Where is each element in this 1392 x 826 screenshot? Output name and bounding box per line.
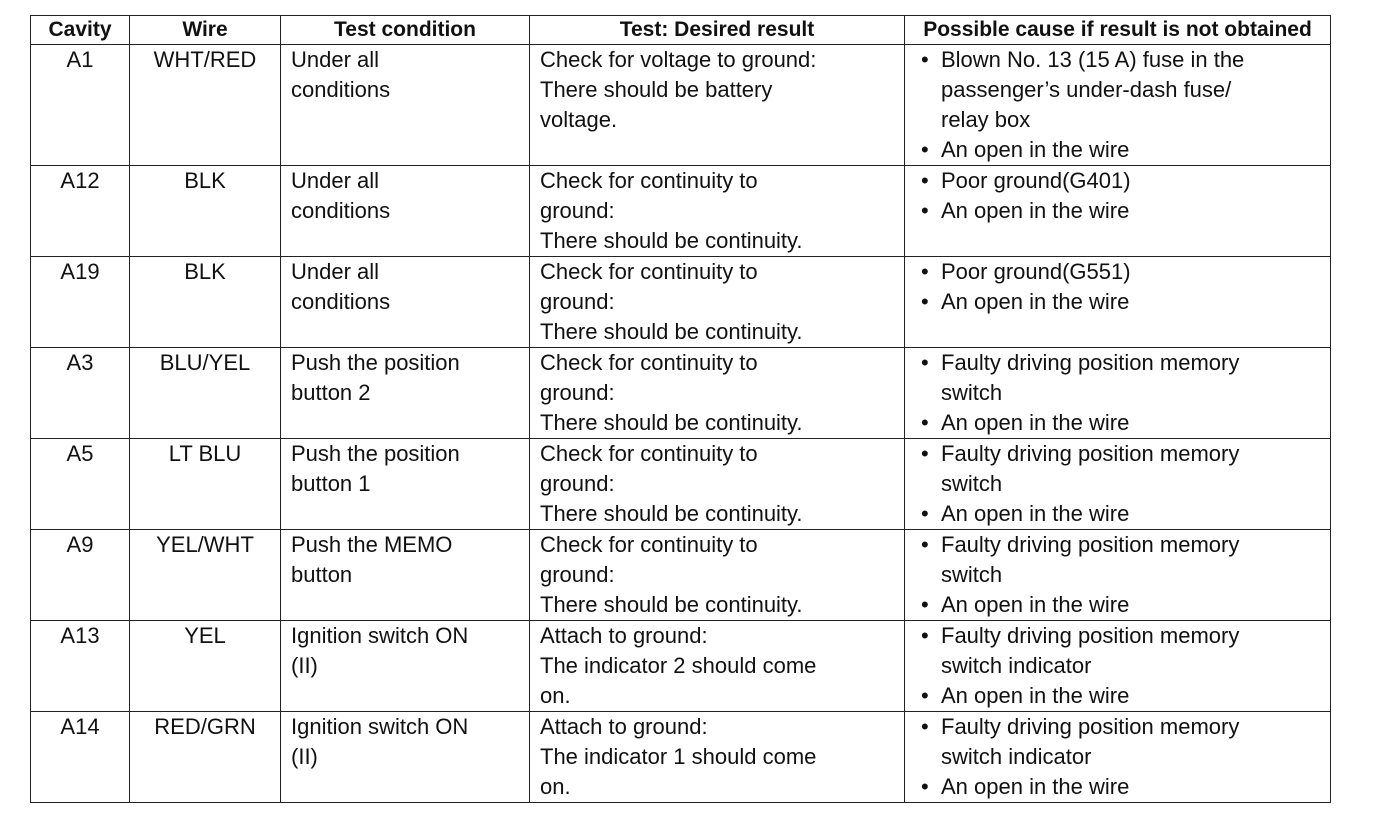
desired-result-cell [530,45,905,166]
result-line: There should be continuity. [540,501,803,526]
cause-line: passenger’s under-dash fuse/ [941,77,1232,102]
possible-cause-cell [905,45,1331,166]
cause-item [915,135,1324,165]
desired-result-cell [530,439,905,530]
cause-list [915,621,1324,711]
possible-cause-cell [905,530,1331,621]
cause-item [915,408,1324,438]
table-row [31,257,1331,348]
cause-line: relay box [941,107,1031,132]
result-line: Check for continuity to [540,532,758,557]
cause-item [915,530,1324,590]
result-line: The indicator 2 should come [540,653,817,678]
condition-line: button 1 [291,471,371,496]
wire-cell: YEL/WHT [130,530,281,621]
condition-line: Push the MEMO [291,532,453,557]
possible-cause-cell [905,348,1331,439]
desired-result-cell [530,348,905,439]
wire-cell: WHT/RED [130,45,281,166]
test-condition-cell [281,257,530,348]
condition-line: Under all [291,259,380,284]
cavity-cell: A13 [31,621,130,712]
test-condition-cell [281,166,530,257]
cause-item [915,348,1324,408]
result-line: on. [540,683,571,708]
cause-item [915,772,1324,802]
header-cavity: Cavity [31,16,130,45]
header-row [31,16,1331,45]
possible-cause-cell [905,166,1331,257]
cause-line: • An open in the wire [941,198,1130,223]
cause-line: switch [941,562,1003,587]
test-condition-cell [281,348,530,439]
result-line: ground: [540,198,615,223]
cause-line: • An open in the wire [941,683,1130,708]
cause-line: • Poor ground(G551) [941,259,1131,284]
cause-list [915,166,1324,226]
cavity-cell: A1 [31,45,130,166]
test-condition-cell [281,45,530,166]
wire-cell: BLK [130,166,281,257]
cause-line: • Faulty driving position memory [941,714,1240,739]
result-line: There should be continuity. [540,228,803,253]
condition-line: (II) [291,744,318,769]
table-row [31,439,1331,530]
cause-line: • Faulty driving position memory [941,532,1240,557]
result-line: on. [540,774,571,799]
condition-line: conditions [291,198,391,223]
condition-line: Push the position [291,350,460,375]
possible-cause-cell [905,439,1331,530]
result-line: Check for continuity to [540,259,758,284]
header-possible-cause: Possible cause if result is not obtained [905,16,1331,45]
table-body [31,45,1331,803]
condition-line: button 2 [291,380,371,405]
result-line: Attach to ground: [540,623,708,648]
cause-line: • An open in the wire [941,289,1130,314]
connector-test-table [30,15,1331,803]
desired-result-cell [530,712,905,803]
result-line: ground: [540,562,615,587]
cavity-cell: A5 [31,439,130,530]
test-condition-cell [281,439,530,530]
cause-line: switch indicator [941,653,1092,678]
cause-item [915,257,1324,287]
cause-list [915,348,1324,438]
table-row [31,530,1331,621]
cause-item [915,287,1324,317]
possible-cause-cell [905,621,1331,712]
header-test-condition: Test condition [281,16,530,45]
cause-item [915,196,1324,226]
condition-line: Ignition switch ON [291,623,469,648]
result-line: There should be continuity. [540,410,803,435]
table-row [31,621,1331,712]
result-line: ground: [540,289,615,314]
table-row [31,712,1331,803]
cause-item [915,621,1324,681]
condition-line: button [291,562,353,587]
result-line: Check for voltage to ground: [540,47,817,72]
header-desired-result: Test: Desired result [530,16,905,45]
cavity-cell: A12 [31,166,130,257]
result-line: There should be continuity. [540,592,803,617]
condition-line: conditions [291,289,391,314]
cause-list [915,712,1324,802]
test-condition-cell [281,621,530,712]
table-row [31,348,1331,439]
cause-item [915,681,1324,711]
condition-line: Under all [291,47,380,72]
cause-item [915,590,1324,620]
cavity-cell: A9 [31,530,130,621]
wire-cell: YEL [130,621,281,712]
cause-item [915,439,1324,499]
cause-line: switch [941,380,1003,405]
table-row [31,45,1331,166]
desired-result-cell [530,257,905,348]
cause-line: • Blown No. 13 (15 A) fuse in the [941,47,1245,72]
cavity-cell: A14 [31,712,130,803]
desired-result-cell [530,530,905,621]
cause-line: • Faulty driving position memory [941,350,1240,375]
wire-cell: BLU/YEL [130,348,281,439]
result-line: There should be battery [540,77,773,102]
cause-line: • An open in the wire [941,774,1130,799]
result-line: Check for continuity to [540,168,758,193]
cause-line: • An open in the wire [941,137,1130,162]
result-line: Check for continuity to [540,350,758,375]
cause-item [915,712,1324,772]
desired-result-cell [530,166,905,257]
cause-item [915,166,1324,196]
result-line: voltage. [540,107,618,132]
cause-item [915,45,1324,135]
result-line: ground: [540,471,615,496]
cause-line: • Faulty driving position memory [941,623,1240,648]
test-condition-cell [281,530,530,621]
possible-cause-cell [905,712,1331,803]
cause-line: • An open in the wire [941,410,1130,435]
condition-line: Ignition switch ON [291,714,469,739]
condition-line: (II) [291,653,318,678]
cavity-cell: A19 [31,257,130,348]
result-line: The indicator 1 should come [540,744,817,769]
test-condition-cell [281,712,530,803]
result-line: Attach to ground: [540,714,708,739]
header-wire: Wire [130,16,281,45]
cause-list [915,257,1324,317]
cavity-cell: A3 [31,348,130,439]
cause-line: • An open in the wire [941,501,1130,526]
condition-line: Under all [291,168,380,193]
wire-cell: RED/GRN [130,712,281,803]
cause-line: switch indicator [941,744,1092,769]
cause-line: • Faulty driving position memory [941,441,1240,466]
cause-line: • An open in the wire [941,592,1130,617]
result-line: There should be continuity. [540,319,803,344]
condition-line: Push the position [291,441,460,466]
table-row [31,166,1331,257]
cause-item [915,499,1324,529]
result-line: ground: [540,380,615,405]
cause-list [915,439,1324,529]
cause-list [915,45,1324,165]
desired-result-cell [530,621,905,712]
cause-line: switch [941,471,1003,496]
cause-list [915,530,1324,620]
wire-cell: BLK [130,257,281,348]
possible-cause-cell [905,257,1331,348]
cause-line: • Poor ground(G401) [941,168,1131,193]
condition-line: conditions [291,77,391,102]
wire-cell: LT BLU [130,439,281,530]
result-line: Check for continuity to [540,441,758,466]
